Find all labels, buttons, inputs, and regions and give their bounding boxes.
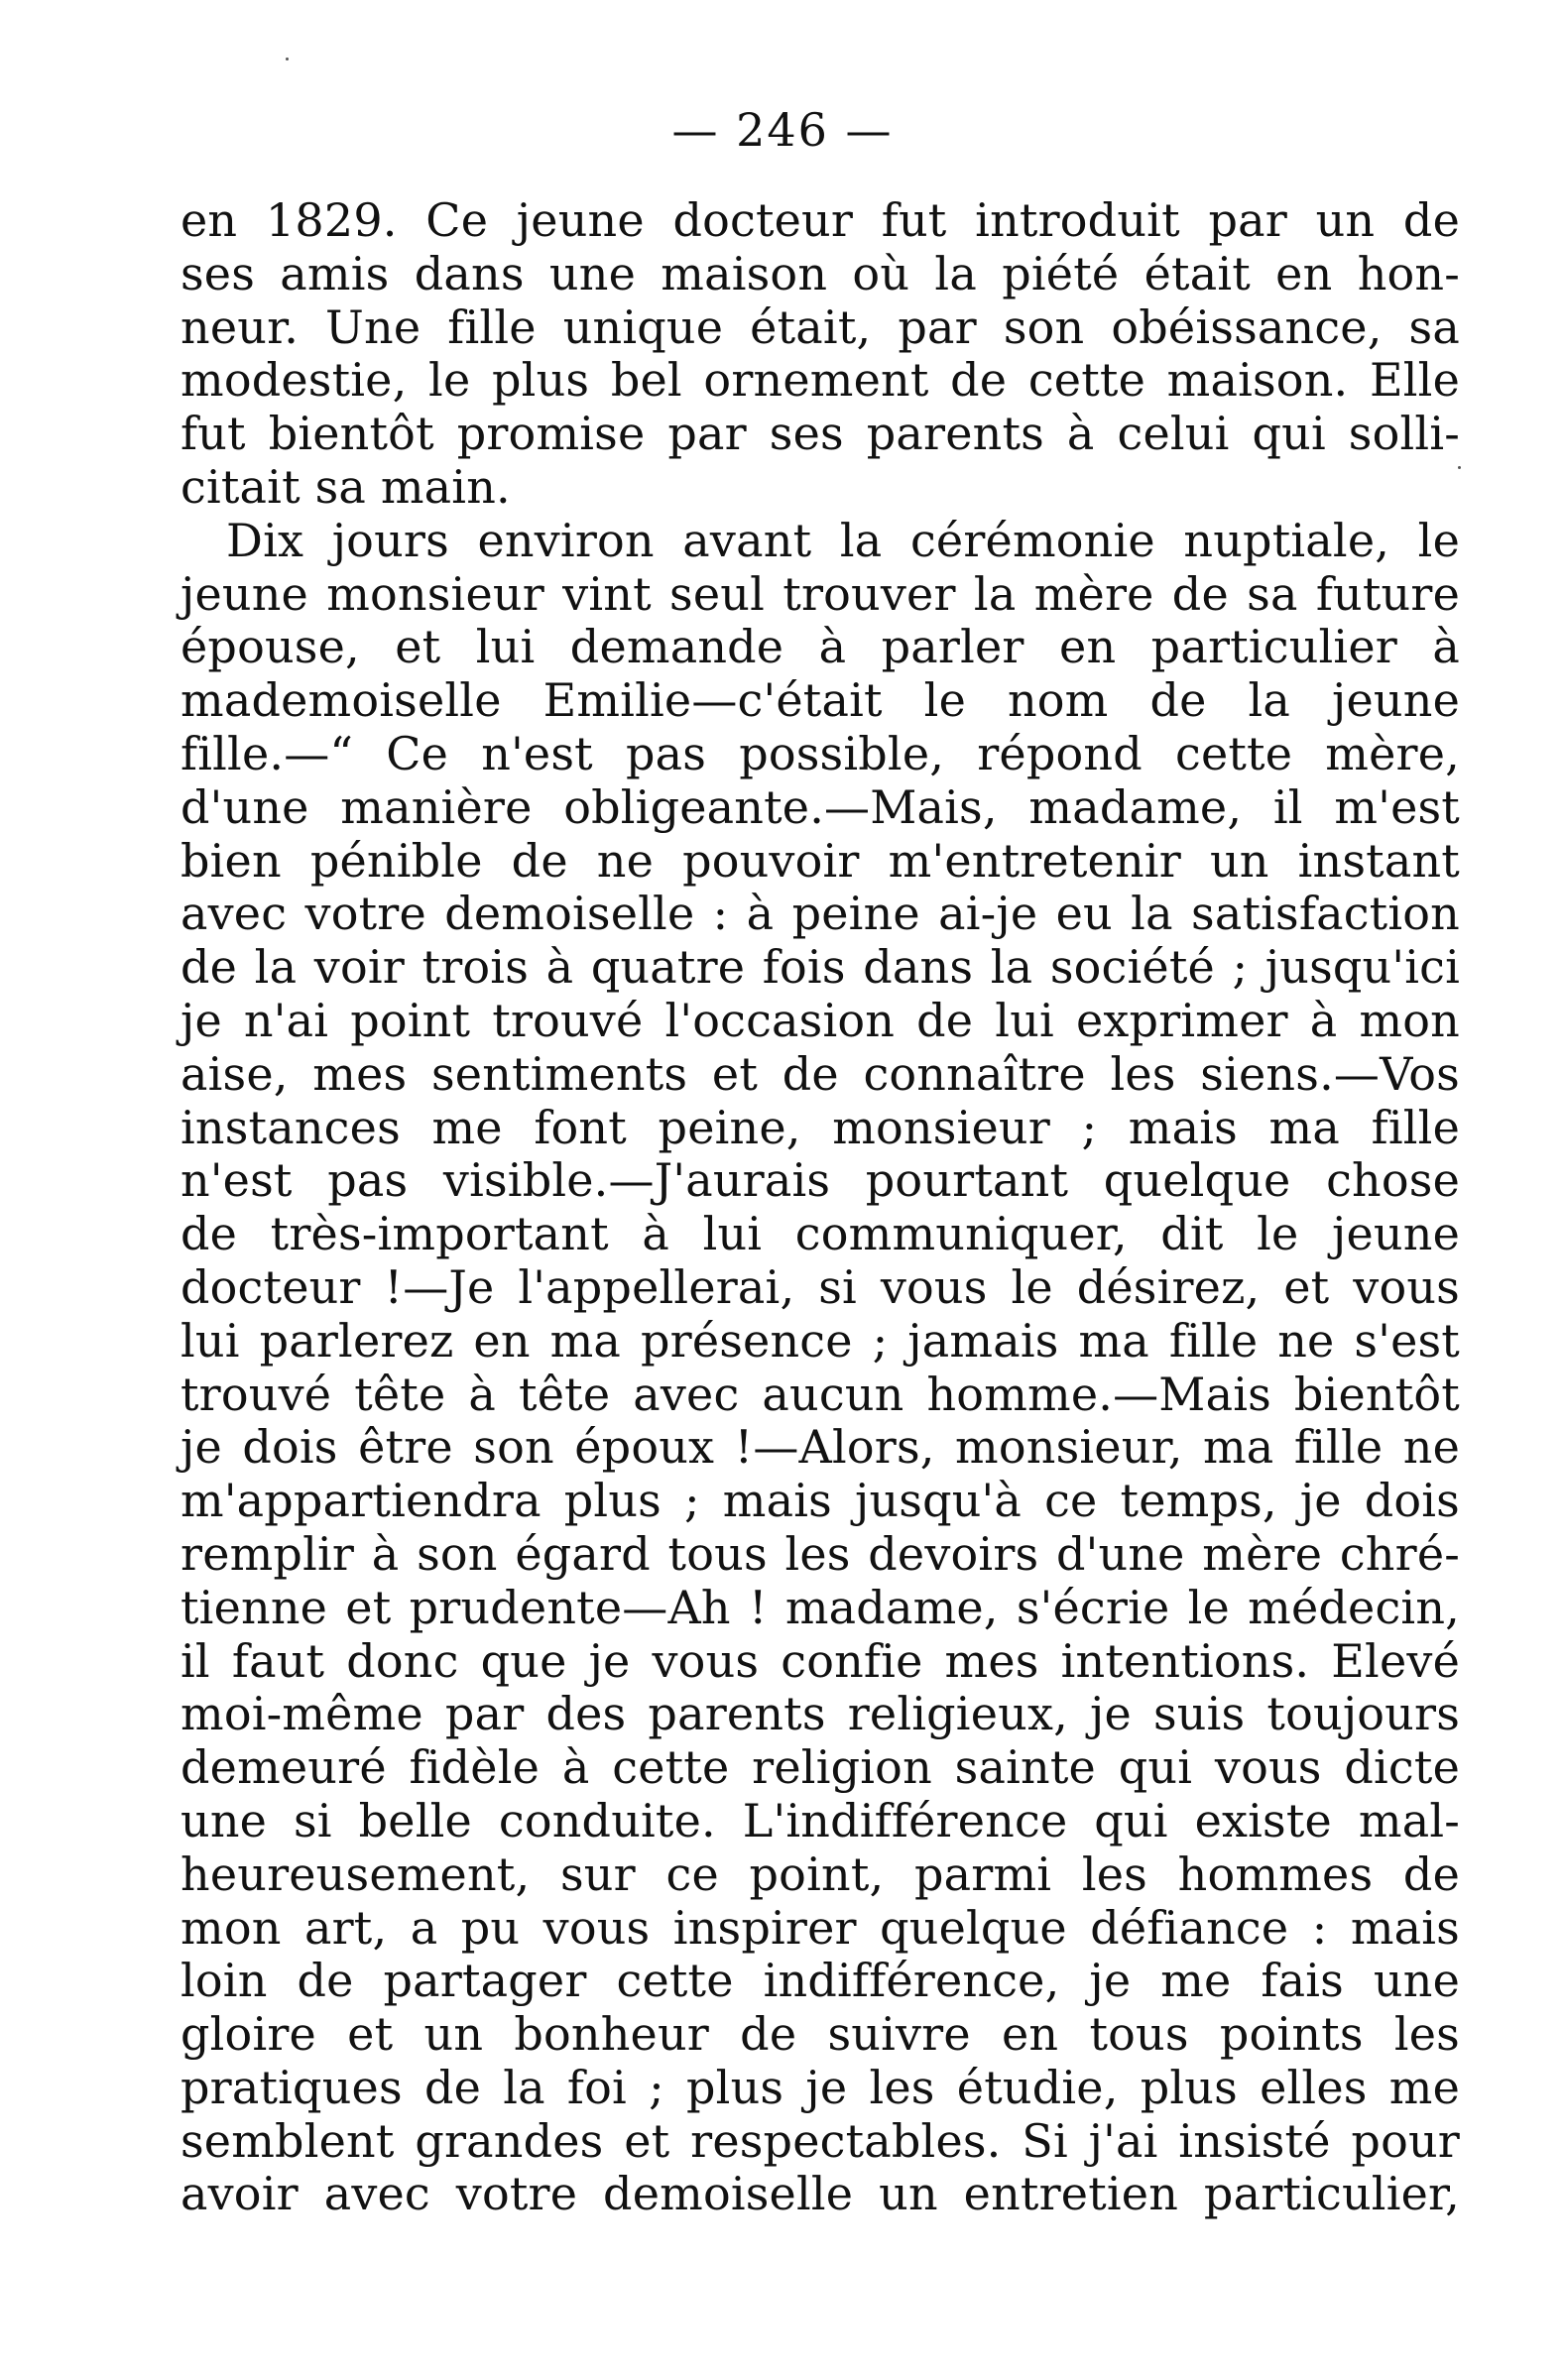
text-line: avoir avec votre demoiselle un entretien particulier, bbox=[181, 2167, 1460, 2221]
text-line: instances me font peine, monsieur ; mais ma fille bbox=[181, 1100, 1460, 1154]
text-line: ses amis dans une maison où la piété était en hon- bbox=[181, 246, 1460, 300]
text-line: remplir à son égard tous les devoirs d'une mère chré- bbox=[181, 1526, 1460, 1581]
text-line: lui parlerez en ma présence ; jamais ma fille ne s'est bbox=[181, 1313, 1460, 1368]
text-line: il faut donc que je vous confie mes intentions. Elevé bbox=[181, 1633, 1460, 1688]
text-line: n'est pas visible.—J'aurais pourtant quelque chose bbox=[181, 1153, 1460, 1208]
text-line: demeuré fidèle à cette religion sainte qui vous dicte bbox=[181, 1740, 1460, 1795]
text-line: bien pénible de ne pouvoir m'entretenir un instant bbox=[181, 833, 1460, 888]
paragraph-1 bbox=[181, 194, 1460, 515]
text-line: heureusement, sur ce point, parmi les hommes de bbox=[181, 1846, 1460, 1901]
text-line: pratiques de la foi ; plus je les étudie, plus elles me bbox=[181, 2060, 1460, 2114]
text-line: modestie, le plus bel ornement de cette maison. Elle bbox=[181, 353, 1460, 408]
text-line: semblent grandes et respectables. Si j'ai insisté pour bbox=[181, 2113, 1460, 2168]
text-line: aise, mes sentiments et de connaître les siens.—Vos bbox=[181, 1046, 1460, 1101]
text-line: une si belle conduite. L'indifférence qui existe mal- bbox=[181, 1793, 1460, 1847]
text-line: m'appartiendra plus ; mais jusqu'à ce temps, je dois bbox=[181, 1474, 1460, 1528]
text-line: tienne et prudente—Ah ! madame, s'écrie le médecin, bbox=[181, 1580, 1460, 1634]
text-line: en 1829. Ce jeune docteur fut introduit par un de bbox=[181, 193, 1460, 247]
text-line: gloire et un bonheur de suivre en tous points les bbox=[181, 2007, 1460, 2062]
paragraph-2 bbox=[181, 515, 1460, 2222]
text-line: Dix jours environ avant la cérémonie nuptiale, le bbox=[226, 513, 1460, 567]
text-line: citait sa main. bbox=[181, 459, 511, 514]
text-line: mon art, a pu vous inspirer quelque défiance : mais bbox=[181, 1900, 1460, 1955]
text-line: de la voir trois à quatre fois dans la société ; jusqu'ici bbox=[181, 940, 1460, 995]
text-line: moi-même par des parents religieux, je suis toujours bbox=[181, 1687, 1460, 1741]
text-line: neur. Une fille unique était, par son obéissance, sa bbox=[181, 299, 1460, 354]
paper-speck bbox=[1458, 466, 1461, 469]
text-line: épouse, et lui demande à parler en particulier à bbox=[181, 620, 1460, 674]
text-line: docteur !—Je l'appellerai, si vous le désirez, et vous bbox=[181, 1259, 1460, 1314]
text-line: mademoiselle Emilie—c'était le nom de la jeune bbox=[181, 673, 1460, 728]
text-line: fille.—“ Ce n'est pas possible, répond cette mère, bbox=[181, 726, 1460, 780]
body-text bbox=[181, 194, 1460, 2221]
paper-speck bbox=[286, 58, 289, 60]
page-number: — 246 — bbox=[671, 103, 894, 157]
text-line: loin de partager cette indifférence, je me fais une bbox=[181, 1954, 1460, 2008]
text-line: je n'ai point trouvé l'occasion de lui exprimer à mon bbox=[181, 993, 1460, 1047]
text-line: jeune monsieur vint seul trouver la mère de sa future bbox=[181, 566, 1460, 621]
text-line: trouvé tête à tête avec aucun homme.—Mais bientôt bbox=[181, 1367, 1460, 1421]
text-line: de très-important à lui communiquer, dit le jeune bbox=[181, 1207, 1460, 1261]
text-line: avec votre demoiselle : à peine ai-je eu la satisfaction bbox=[181, 887, 1460, 941]
text-line: fut bientôt promise par ses parents à celui qui solli- bbox=[181, 407, 1460, 461]
text-line: je dois être son époux !—Alors, monsieur, ma fille ne bbox=[181, 1420, 1460, 1475]
text-line: d'une manière obligeante.—Mais, madame, il m'est bbox=[181, 779, 1460, 834]
